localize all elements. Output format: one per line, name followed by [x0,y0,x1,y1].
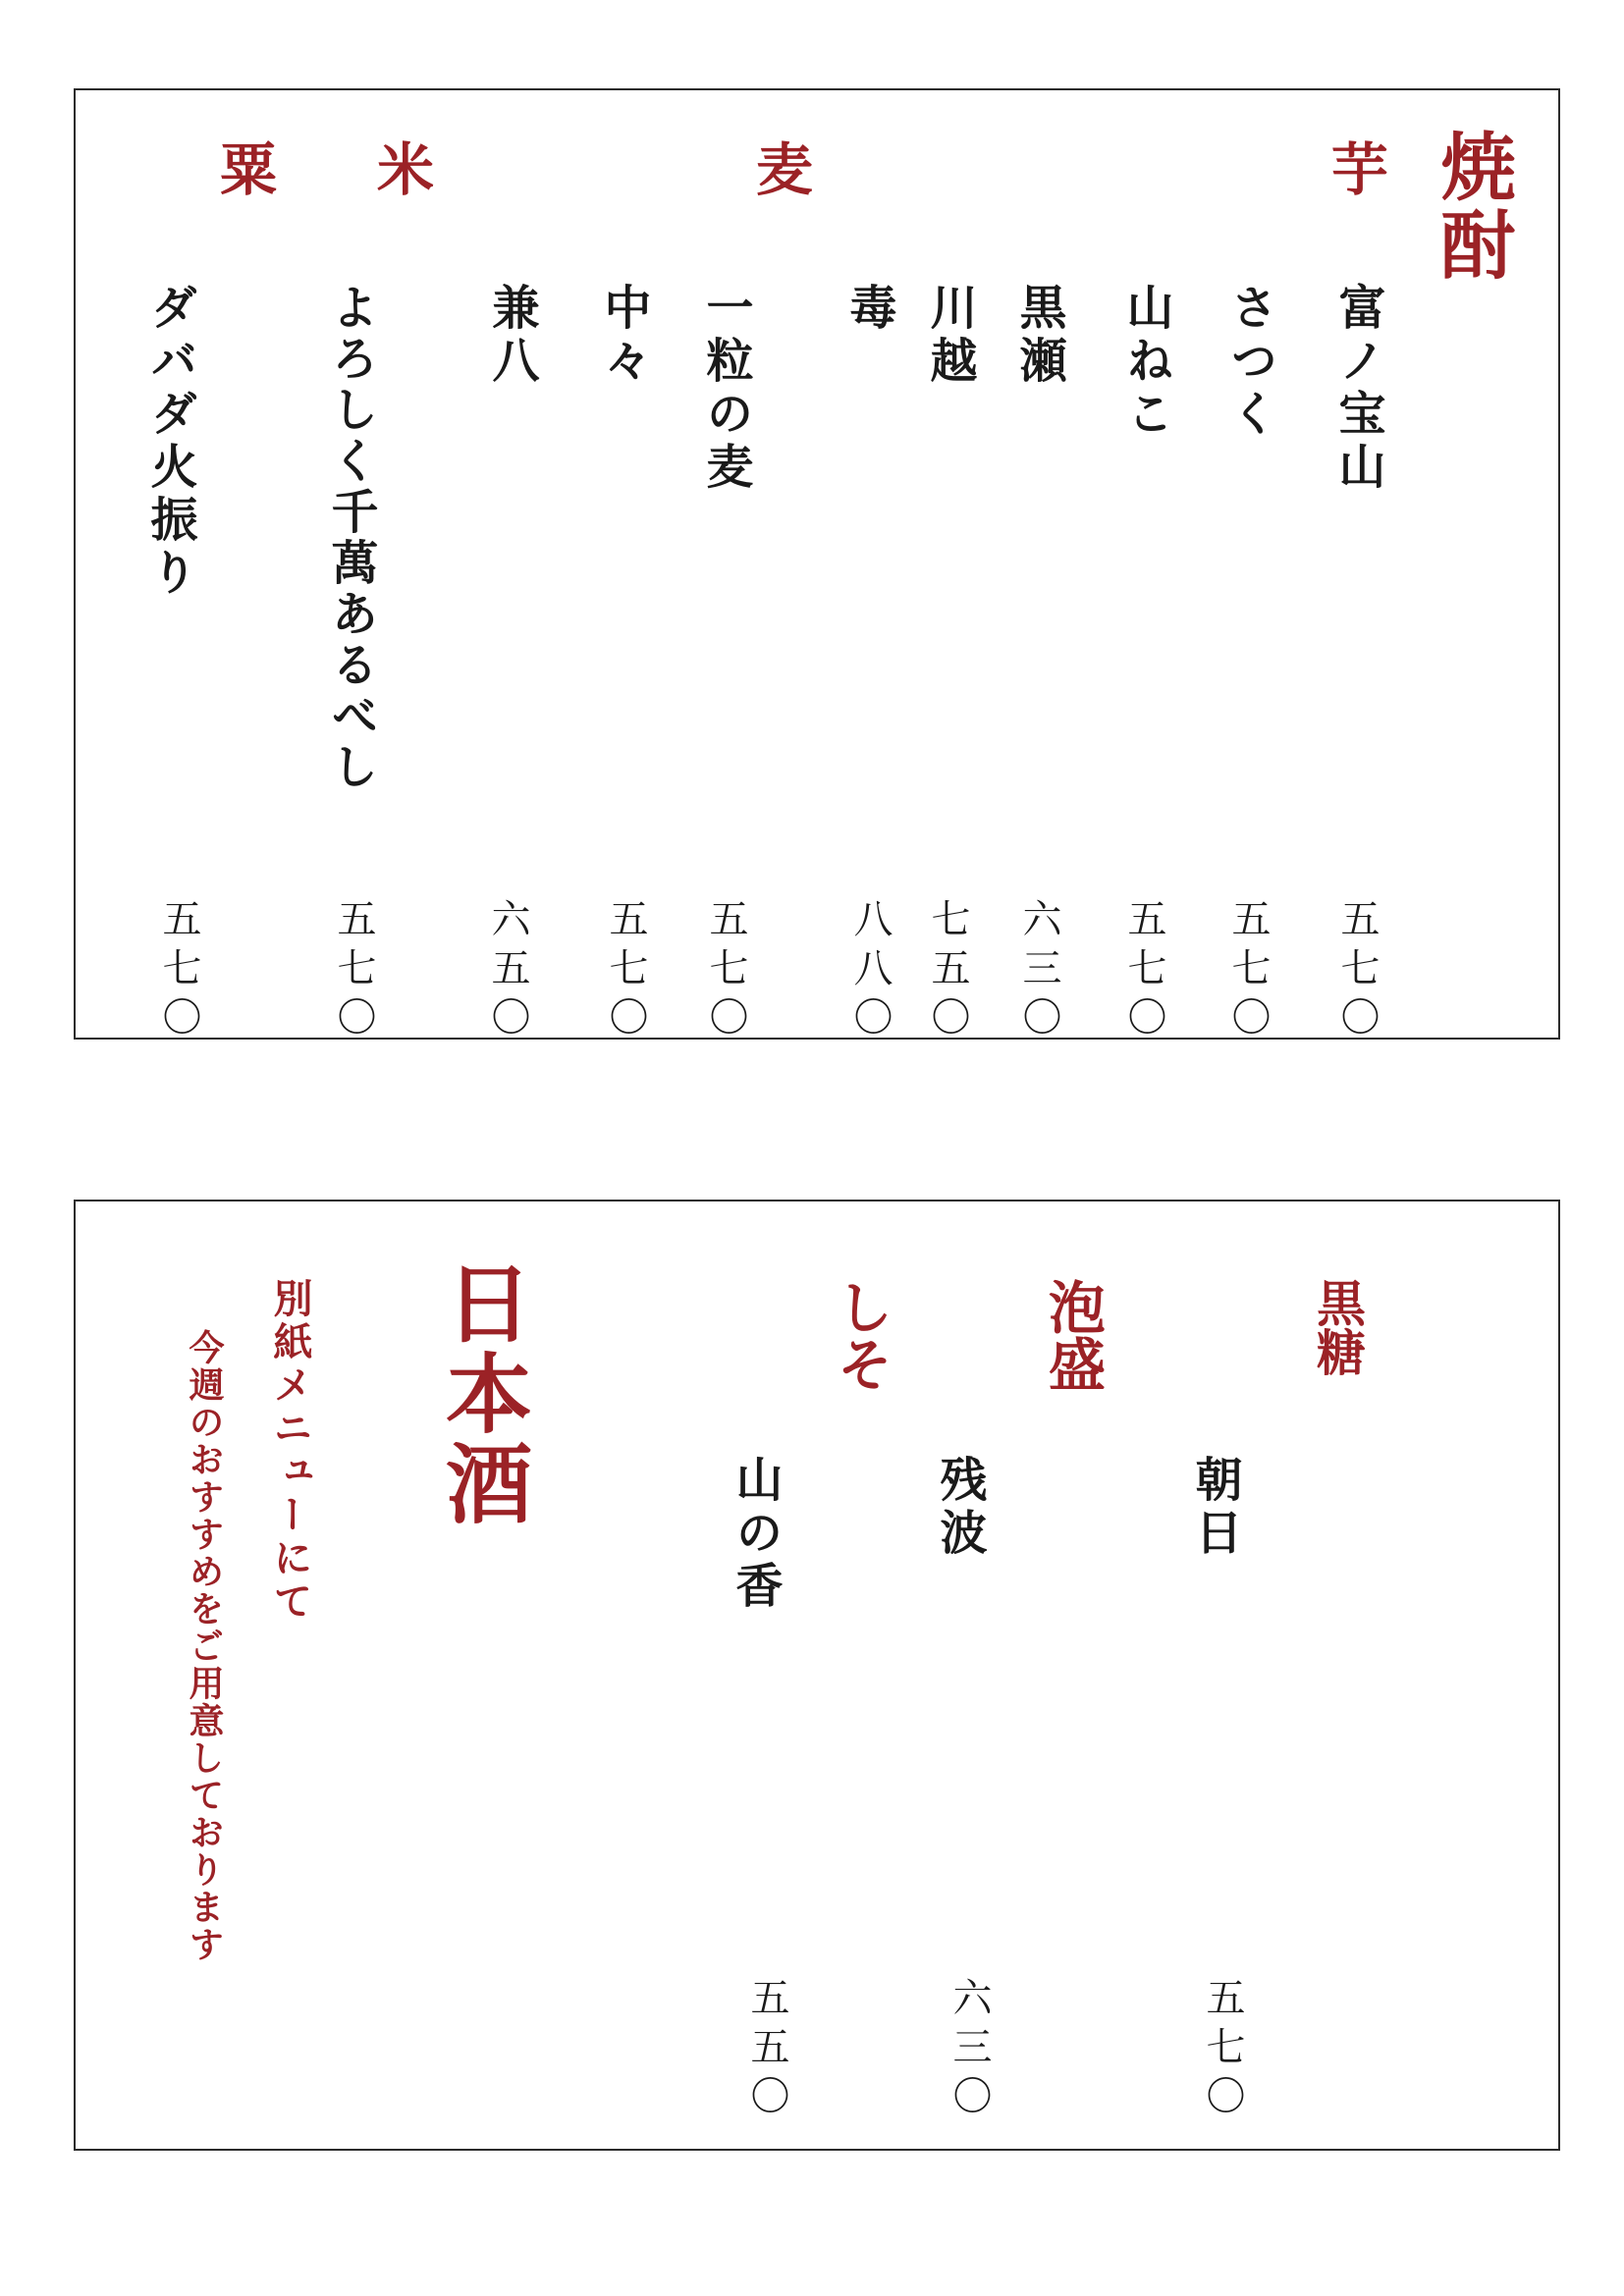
menu-item-name: 川越 [922,283,977,389]
menu-item-name: よろしく千萬あるべし [323,283,378,793]
category-imo: 芋 [1322,139,1388,196]
menu-item-price: 五七〇 [331,898,376,1045]
category-shiso: しそ [827,1278,893,1392]
category-mugi: 麦 [746,139,813,196]
menu-item-price: 五七〇 [703,898,748,1045]
menu-item-name: 一粒の麦 [698,283,753,495]
menu-item-price: 五七〇 [1225,898,1271,1045]
category-kokuto: 黒糖 [1309,1278,1366,1376]
category-awa: 粟 [210,139,277,196]
menu-item-name: 黒瀬 [1011,283,1066,389]
menu-item-name: 山の香 [728,1455,783,1614]
menu-item-name: ダバダ火振り [142,283,197,601]
menu-item-price: 五七〇 [603,898,648,1045]
menu-item-price: 五七〇 [156,898,201,1045]
menu-item-name: さつく [1222,283,1277,442]
sake-menu-note: 別紙メニューにて [267,1278,312,1624]
menu-item-price: 六五〇 [485,898,530,1045]
menu-item-name: 兼八 [484,283,539,389]
menu-item-price: 七五〇 [925,898,970,1045]
menu-item-price: 五七〇 [1121,898,1166,1045]
menu-item-name: 朝日 [1187,1455,1242,1561]
menu-item-name: 中々 [596,283,651,389]
menu-item-price: 五七〇 [1200,1977,1245,2124]
shochu-menu-panel [74,88,1560,1045]
weekly-recommendation-note: 今週のおすすめをご用意しております [184,1329,224,1963]
menu-item-name: 残波 [932,1455,987,1561]
sake-title: 日本酒 [432,1258,533,1529]
menu-item-price: 六三〇 [947,1977,992,2124]
menu-item-price: 五五〇 [744,1977,789,2124]
category-kome: 米 [367,139,434,196]
menu-item-name: 富ノ宝山 [1330,283,1385,495]
category-awamori: 泡盛 [1039,1278,1106,1392]
other-menu-panel [74,1200,1560,2151]
menu-item-price: 五七〇 [1334,898,1380,1045]
menu-item-name: 山ねこ [1118,283,1173,442]
shochu-title: 焼酎 [1429,128,1516,285]
menu-item-name: 毒 [841,283,896,336]
menu-item-price: 六三〇 [1016,898,1061,1045]
menu-item-price: 八八〇 [847,898,893,1045]
